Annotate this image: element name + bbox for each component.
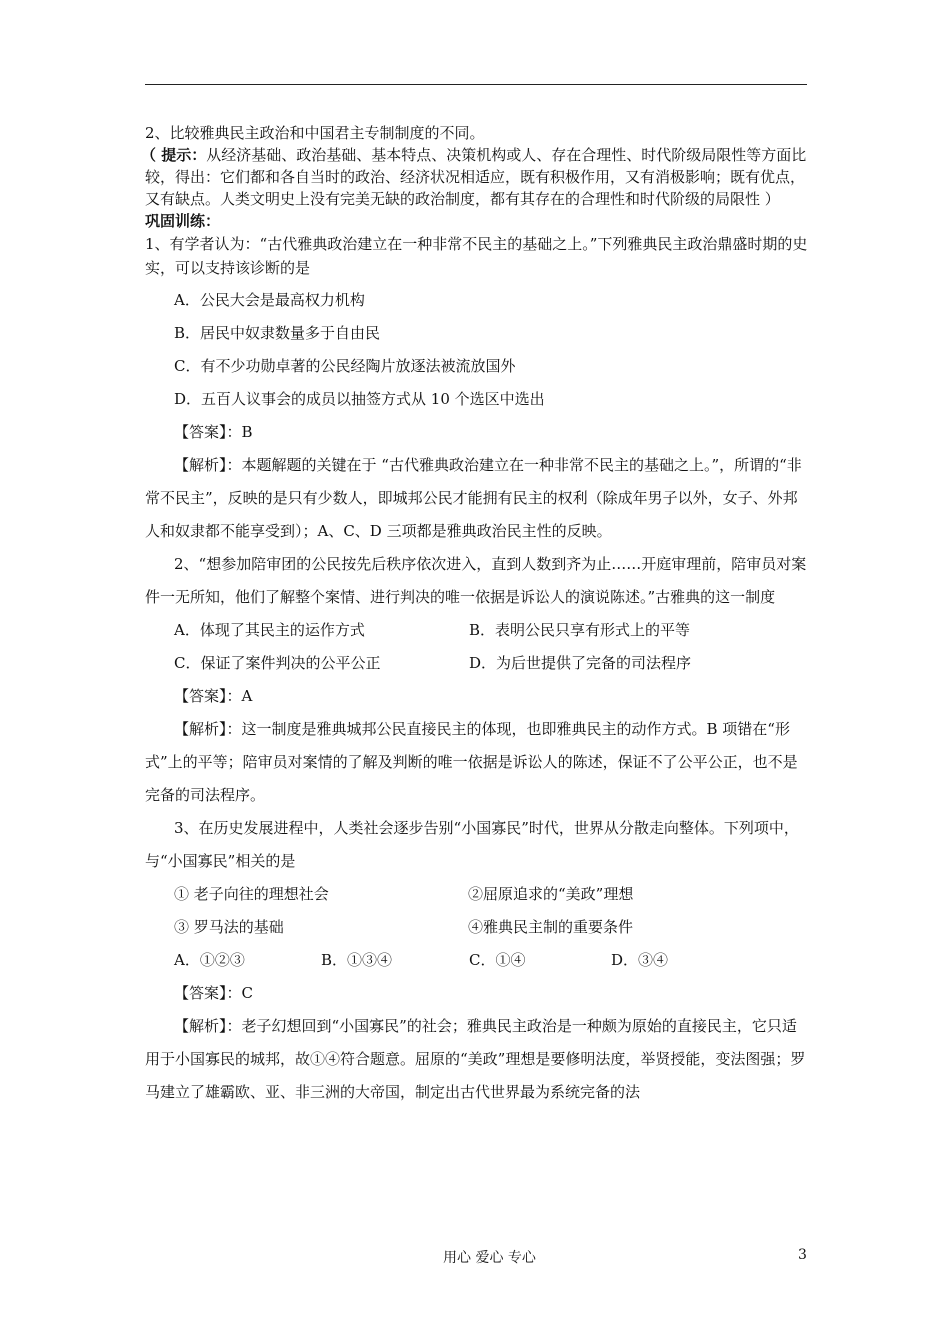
q3-answer — [145, 977, 810, 1010]
q1-analysis — [145, 449, 810, 548]
analysis-text: ：这一制度是雅典城邦公民直接民主的体现，也即雅典民主的动作方式。B 项错在“形式”上的平等；陪审员对案情的了解及判断的唯一依据是诉讼人的陈述，保证不了公平公正，也不是完备的司法程序。 — [145, 720, 798, 804]
hint-body: 从经济基础、政治基础、基本特点、决策机构或人、存在合理性、时代阶级局限性等方面比较，得出：它们都和各自当时的政治、经济状况相适应，既有积极作用，又有消极影响；既有优点，又有缺点。人类文明史上没有完美无缺的政治制度，都有其存在的合理性和时代阶级的局限性 ） — [145, 146, 807, 208]
page-number: 3 — [798, 1247, 807, 1263]
q1-option-d: D．五百人议事会的成员以抽签方式从 10 个选区中选出 — [174, 390, 545, 408]
q1-stem: 1、有学者认为：“古代雅典政治建立在一种非常不民主的基础之上。”下列雅典民主政治鼎盛时期的史实，可以支持该诊断的是 — [145, 235, 808, 277]
header-rule — [145, 84, 807, 85]
q3-option-a: A．①②③ — [174, 951, 245, 969]
q3-analysis — [145, 1010, 810, 1109]
q2-option-a: A．体现了其民主的运作方式 — [174, 621, 365, 639]
answer-value: ：C — [226, 984, 253, 1002]
answer-label: 【答案】 — [174, 687, 227, 705]
q3-options-row — [145, 944, 810, 977]
drills-section — [145, 232, 810, 1109]
page-body — [141, 122, 810, 1109]
q3-item-4: ④雅典民主制的重要条件 — [468, 918, 634, 936]
analysis-label: 【解析】 — [174, 456, 227, 474]
q3-items-row-2 — [145, 911, 810, 944]
answer-label: 【答案】 — [174, 423, 227, 441]
q3-item-3: ③ 罗马法的基础 — [174, 918, 284, 936]
drills-heading: 巩固训练： — [145, 212, 221, 230]
answer-label: 【答案】 — [174, 984, 227, 1002]
q2-answer — [145, 680, 810, 713]
q2-options-row-1 — [145, 614, 810, 647]
analysis-text: ：本题解题的关键在于 “古代雅典政治建立在一种非常不民主的基础之上。”，所谓的“非常不民主”，反映的是只有少数人，即城邦公民才能拥有民主的权利（除成年男子以外，女子、外邦人和奴隶都不能享受到）；A、C、D 三项都是雅典政治民主性的反映。 — [145, 456, 802, 540]
q2-options-row-2 — [145, 647, 810, 680]
q3-items-row-1 — [145, 878, 810, 911]
discussion-section — [141, 122, 810, 232]
q3-item-1: ① 老子向往的理想社会 — [174, 885, 329, 903]
q2-option-d: D．为后世提供了完备的司法程序 — [469, 654, 692, 672]
q3-item-2: ②屈原追求的“美政”理想 — [468, 885, 634, 903]
answer-value: ：B — [226, 423, 253, 441]
analysis-label: 【解析】 — [174, 720, 227, 738]
q3-option-d: D．③④ — [611, 951, 669, 969]
q3-option-b: B．①③④ — [321, 951, 393, 969]
footer-text: 用心 爱心 专心 — [443, 1250, 536, 1266]
analysis-text: ：老子幻想回到“小国寡民”的社会；雅典民主政治是一种颇为原始的直接民主，它只适用于小国寡民的城邦，故①④符合题意。屈原的“美政”理想是要修明法度，举贤授能，变法图强；罗马建立了雄霸欧、亚、非三洲的大帝国，制定出古代世界最为系统完备的法 — [145, 1017, 806, 1101]
q1-answer — [145, 416, 810, 449]
discussion-question-2: 2、比较雅典民主政治和中国君主专制制度的不同。 — [145, 124, 485, 142]
answer-value: ：A — [226, 687, 253, 705]
q2-stem: 2、“想参加陪审团的公民按先后秩序依次进入，直到人数到齐为止……开庭审理前，陪审员对案件一无所知，他们了解整个案情、进行判决的唯一依据是诉讼人的演说陈述。”古雅典的这一制度 — [145, 555, 807, 606]
q1-option-c: C．有不少功勋卓著的公民经陶片放逐法被流放国外 — [174, 357, 516, 375]
q2-option-b: B．表明公民只享有形式上的平等 — [469, 621, 691, 639]
hint-label: （ 提示： — [141, 146, 207, 164]
q2-option-c: C．保证了案件判决的公平公正 — [174, 654, 381, 672]
q3-stem: 3、在历史发展进程中，人类社会逐步告别“小国寡民”时代，世界从分散走向整体。下列项中，与“小国寡民”相关的是 — [145, 819, 799, 870]
analysis-label: 【解析】 — [174, 1017, 227, 1035]
q3-option-c: C．①④ — [469, 951, 526, 969]
q2-analysis — [145, 713, 810, 812]
q1-option-b: B．居民中奴隶数量多于自由民 — [174, 324, 381, 342]
q1-option-a: A．公民大会是最高权力机构 — [174, 291, 365, 309]
discussion-hint — [141, 144, 810, 210]
